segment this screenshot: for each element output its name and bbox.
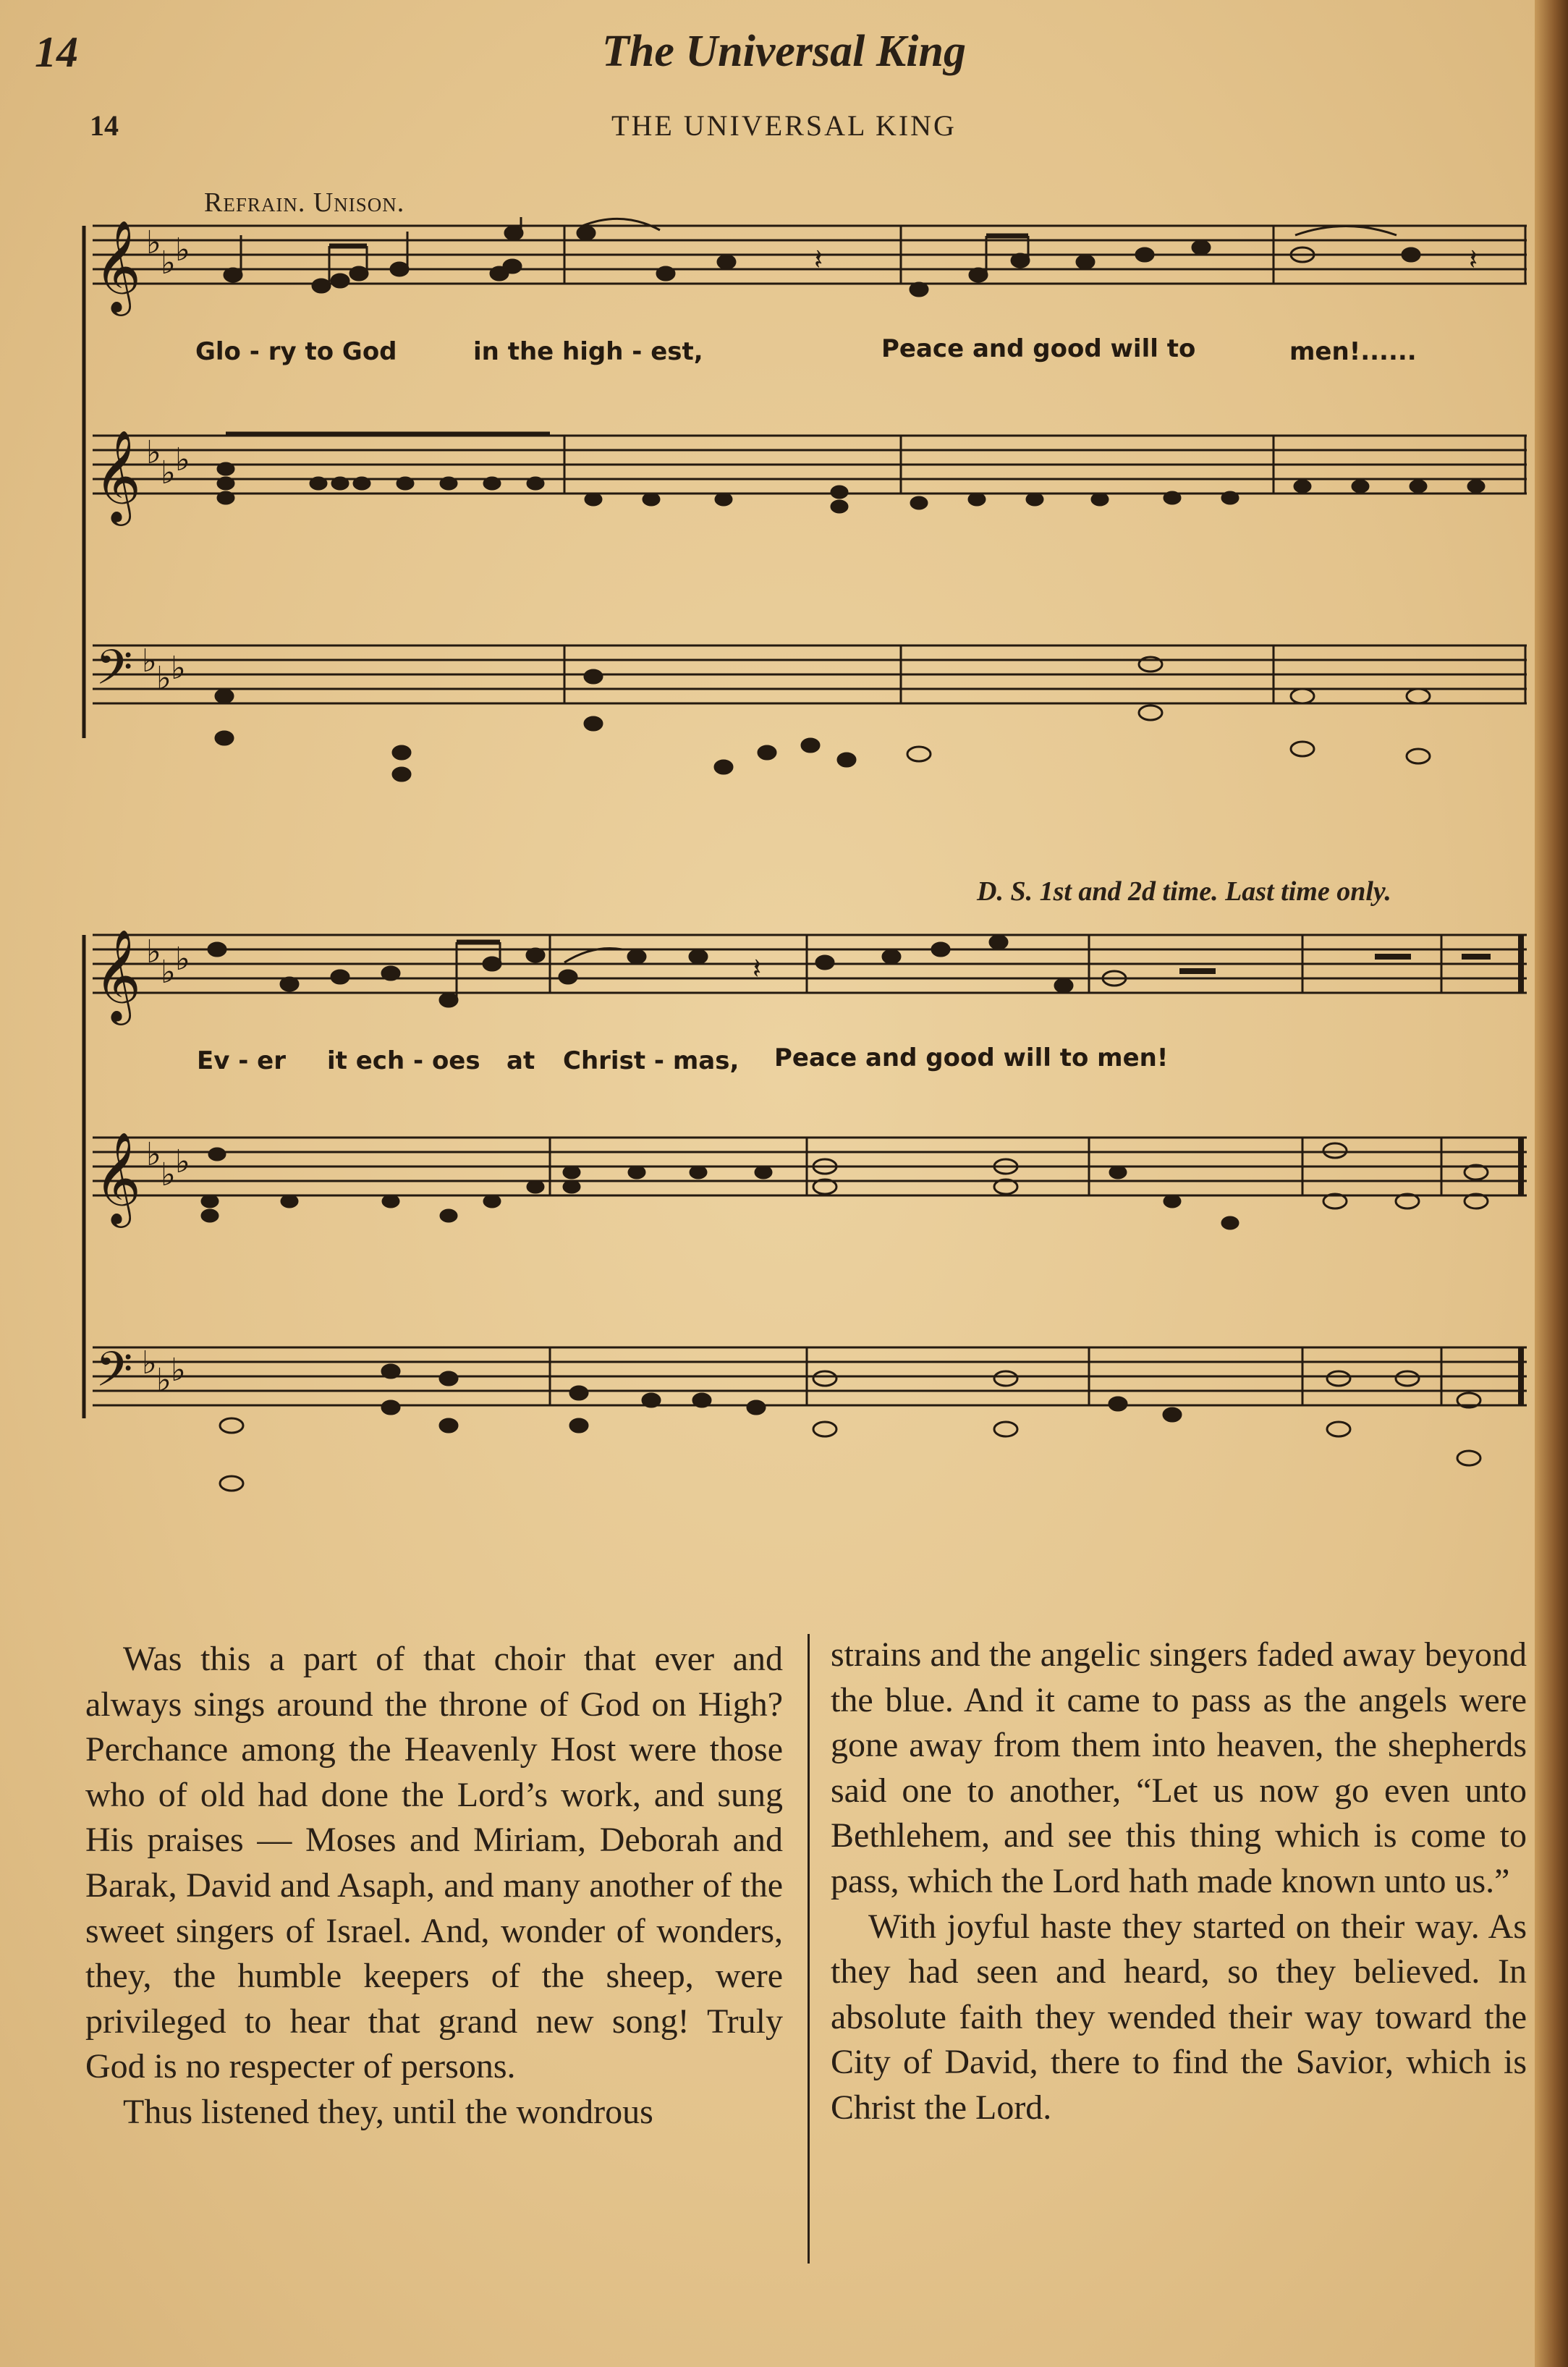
lyric-line2-part5: Peace and good will to men!	[774, 1043, 1169, 1072]
svg-text:♭: ♭	[175, 941, 190, 978]
svg-text:𝄽: 𝄽	[753, 952, 762, 985]
svg-text:♭: ♭	[146, 434, 161, 471]
lyric-line2-part3: at	[507, 1046, 535, 1075]
text-column-left	[85, 1637, 783, 2135]
lyric-line1-part3: Peace and good will to	[881, 334, 1196, 363]
piano-bass-staff-1	[93, 645, 1527, 703]
svg-text:♭: ♭	[142, 1345, 157, 1381]
score-system-2	[84, 935, 1527, 1418]
svg-text:♭: ♭	[171, 1352, 186, 1389]
svg-text:♭: ♭	[161, 454, 176, 491]
svg-text:♭: ♭	[171, 650, 186, 687]
svg-text:𝄽: 𝄽	[814, 243, 823, 276]
svg-text:♭: ♭	[146, 933, 161, 970]
paragraph: Was this a part of that choir that ever and always sings around the throne of God on High? Perchance among the Heavenly Host were those who of old had done the Lord’s work, and sung His praises — Moses and Miriam, Deborah and Barak, David and Asaph, and many another of the sweet singers of Israel. And, wonder of wonders, they, the humble keepers of the sheep, were privileged to hear that grand new song! Truly God is no respecter of persons.	[85, 1640, 783, 2086]
svg-text:♭: ♭	[161, 1156, 176, 1193]
lyric-line2-part4: Christ - mas,	[563, 1046, 739, 1075]
lyric-line1-part2: in the high - est,	[473, 337, 703, 366]
refrain-label: Refrain. Unison.	[204, 187, 405, 218]
svg-text:♭: ♭	[156, 1362, 171, 1399]
da-segno-note: D. S. 1st and 2d time. Last time only.	[977, 876, 1391, 907]
text-column-right	[831, 1633, 1527, 2131]
lyric-line2-part1: Ev - er	[197, 1046, 287, 1075]
inner-page-number: 14	[90, 109, 119, 142]
svg-text:♭: ♭	[146, 224, 161, 261]
svg-text:♭: ♭	[156, 660, 171, 697]
paragraph: Thus listened they, until the wondrous	[123, 2092, 653, 2131]
piano-treble-staff-2	[93, 1138, 1527, 1195]
treble-clef-icon: 𝄞	[94, 1131, 142, 1224]
key-signature-flats	[142, 224, 190, 1399]
piano-chords-2	[202, 1143, 1488, 1229]
vocal-staff-1	[93, 226, 1527, 284]
svg-text:♭: ♭	[142, 643, 157, 679]
paragraph: With joyful haste they started on their way. As they had seen and heard, so they believed. In absolute faith they wended their way toward the City of David, there to find the Savior, which is Christ the Lord.	[831, 1907, 1527, 2127]
svg-text:♭: ♭	[146, 1136, 161, 1173]
svg-text:♭: ♭	[175, 1143, 190, 1180]
inner-page-title: THE UNIVERSAL KING	[611, 109, 957, 142]
treble-clef-icon: 𝄞	[94, 429, 142, 522]
treble-clef-icon: 𝄞	[94, 928, 142, 1021]
piano-treble-staff-1	[93, 436, 1527, 494]
clefs	[94, 219, 190, 1409]
notes-system-2	[202, 936, 1491, 1491]
bass-notes-1	[216, 657, 1430, 781]
score-system-1	[84, 226, 1527, 738]
svg-text:♭: ♭	[175, 441, 190, 478]
page-number: 14	[35, 28, 78, 76]
bass-clef-icon: 𝄢	[96, 1342, 133, 1409]
svg-text:♭: ♭	[175, 232, 190, 268]
svg-text:𝄽: 𝄽	[1469, 243, 1478, 276]
bass-notes-2	[220, 1365, 1480, 1491]
lyric-line1-part1: Glo - ry to God	[195, 337, 397, 366]
treble-clef-icon: 𝄞	[94, 219, 142, 312]
lyric-line1-part4: men!......	[1289, 337, 1417, 366]
notes-system-1	[216, 217, 1484, 781]
svg-text:♭: ♭	[161, 954, 176, 991]
column-divider	[808, 1634, 810, 2264]
vocal-staff-2	[93, 935, 1527, 993]
paragraph: strains and the angelic singers faded away beyond the blue. And it came to pass as the angels were gone away from them into heaven, the shepherds said one to another, “Let us now go even unto Bethlehem, and see this thing which is come to pass, which the Lord hath made known unto us.”	[831, 1635, 1527, 1900]
piano-bass-staff-2	[93, 1347, 1527, 1405]
svg-text:♭: ♭	[161, 245, 176, 281]
bass-clef-icon: 𝄢	[96, 640, 133, 707]
piano-chords-1	[218, 434, 1484, 512]
page-title: The Universal King	[602, 27, 966, 76]
lyric-line2-part2: it ech - oes	[327, 1046, 480, 1075]
